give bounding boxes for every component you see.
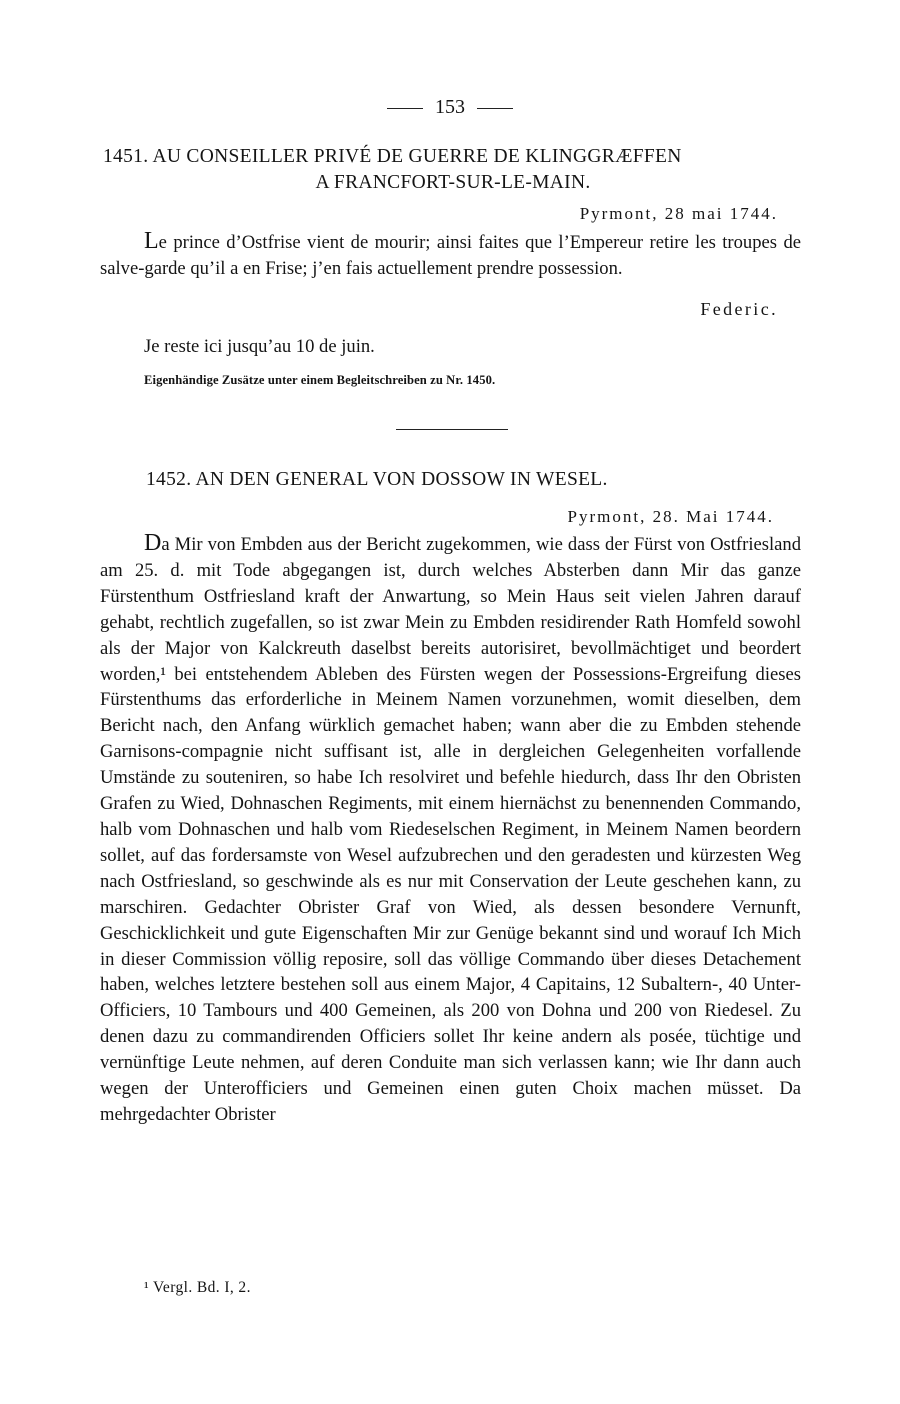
letter-1452-initial: D [144,530,162,556]
letter-1451-text: e prince d’Ostfrise vient de mourir; ainsi faites que l’Empereur retire les troupes de salve-garde qu’il a en Frise; j’en fais actuellement prendre possession. [100,232,801,279]
right-dash [477,108,513,109]
letter-1451-heading-line2: A FRANCFORT-SUR-LE-MAIN. [315,172,591,193]
letter-1452-text: a Mir von Embden aus der Bericht zugekommen, wie dass der Fürst von Ostfriesland am 25. d. mit Tode abgegangen ist, durch welches Absterben dann Mir das ganze Fürstenthum Ostfriesland kraft der Anwartung, so Mein Haus seit vielen Jahren darauf gehabt, rechtlich zugefallen, so ist zwar Mein zu Embden residirender Rath Homfeld sowohl als der Major von Kalckreuth daselbst bereits autorisiret, bevollmächtiget und beordert worden,¹ bei entstehendem Ableben des Fürsten wegen der Possessions-Ergreifung dieses Fürstenthums das erforderliche in Meinem Namen vorzunehmen, womit dieselben, dem Bericht nach, den Anfang würklich gemachet haben; wann aber die zu Embden stehende Garnisons-compagnie nicht suffisant ist, alle in dergleichen Gelegenheiten vorfallende Umstände zu souteniren, so habe Ich resolviret und befehle hiedurch, dass Ihr den Obristen Grafen zu Wied, Dohnaschen Regiments, mit einem hiernächst zu benennenden Commando, halb vom Dohnaschen und halb vom Riedeselschen Regiment, in Meinem Namen beordern sollet, auf das fordersamste von Wesel aufzubrechen und den geradesten und kürzesten Weg nach Ostfriesland, so geschwinde als es nur mit Conservation der Leute geschehen kann, zu marschiren. Gedachter Obrister Graf von Wied, als dessen besondere Vernunft, Geschicklichkeit und gute Eigenschaften Mir zur Genüge bekannt sind und worauf Ich Mich in dieser Commission völlig reposire, soll das völlige Commando über dieses Detachement haben, welches letztere bestehen soll aus einem Major, 4 Capitains, 12 Subaltern-, 40 Unter-Officiers, 10 Tambours und 400 Gemeinen, als 200 von Dohna und 200 von Riedesel. Zu denen dazu zu commandirenden Officiers sollet Ihr keine andern als posée, tüchtige und vernünftige Leute nehmen, auf deren Conduite man sich verlassen kann; wie Ihr dann auch wegen der Unterofficiers und Gemeinen einen guten Choix machen müsset. Da mehrgedachter Obrister [100,534,801,1125]
letter-1451-initial: L [144,228,159,254]
letter-1452-heading: 1452. AN DEN GENERAL VON DOSSOW IN WESEL. [146,469,608,490]
section-divider [396,429,508,430]
letter-1451-dateline: Pyrmont, 28 mai 1744. [579,204,778,223]
left-dash [387,108,423,109]
letter-1452-dateline: Pyrmont, 28. Mai 1744. [567,507,774,526]
letter-1451-body [100,229,801,282]
footnote: ¹ Vergl. Bd. I, 2. [144,1279,251,1296]
letter-1451-postscript: Je reste ici jusqu’au 10 de juin. [144,336,375,357]
page-number: 153 [435,96,465,118]
letter-1451-heading-line1: 1451. AU CONSEILLER PRIVÉ DE GUERRE DE KLINGGRÆFFEN [103,146,682,167]
page-number-line [0,96,900,119]
letter-1452-body [100,531,801,1128]
letter-1451-signature: Federic. [700,299,778,319]
letter-1451-source-note: Eigenhändige Zusätze unter einem Begleitschreiben zu Nr. 1450. [144,373,496,387]
